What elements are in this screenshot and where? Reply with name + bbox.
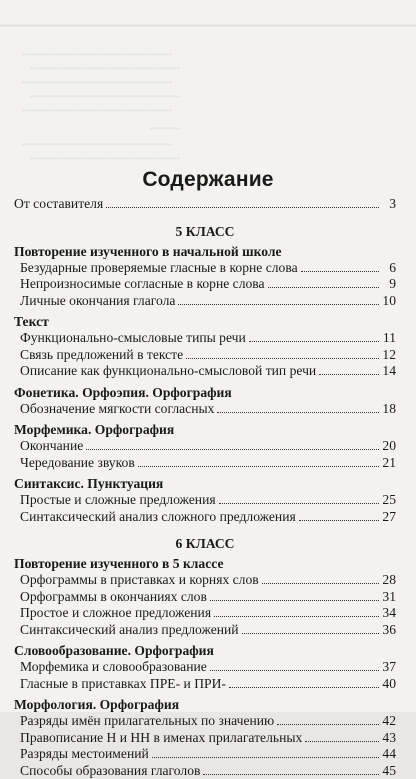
- toc-entry-label: Окончание: [20, 438, 83, 455]
- toc-entry-label: Функционально-смысловые типы речи: [20, 330, 246, 347]
- dot-leader: [319, 374, 379, 375]
- toc-entry: [14, 746, 396, 763]
- dot-leader: [268, 287, 379, 288]
- dot-leader: [106, 207, 379, 208]
- dot-leader: [152, 757, 379, 758]
- toc-entry: [14, 589, 396, 606]
- toc-entry-label: Обозначение мягкости согласных: [20, 401, 214, 418]
- section-heading: Текст: [14, 314, 396, 330]
- toc-entry-page: 45: [382, 763, 396, 779]
- toc-entry-page: 10: [382, 293, 396, 310]
- toc-entry-page: 12: [382, 347, 396, 364]
- toc-entry-label: Синтаксический анализ сложного предложения: [20, 509, 296, 526]
- toc-entry: [14, 363, 396, 380]
- toc-entry-label: Синтаксический анализ предложений: [20, 622, 239, 639]
- toc-entry: [14, 605, 396, 622]
- toc-entry: [14, 455, 396, 472]
- toc-entry-page: 44: [382, 746, 396, 763]
- toc-entry-page: 37: [382, 659, 396, 676]
- toc-entry: [14, 260, 396, 277]
- toc-entry-label: Безударные проверяемые гласные в корне слова: [20, 260, 298, 277]
- dot-leader: [301, 271, 379, 272]
- toc-entry-label: Способы образования глаголов: [20, 763, 200, 779]
- section-heading: Морфология. Орфография: [14, 697, 396, 713]
- dot-leader: [242, 633, 379, 634]
- toc-entry-label: Разряды местоимений: [20, 746, 149, 763]
- toc-entry-page: 43: [382, 730, 396, 747]
- toc-entry: [14, 438, 396, 455]
- dot-leader: [217, 412, 379, 413]
- toc-entry-label: Орфограммы в окончаниях слов: [20, 589, 207, 606]
- section-heading: Повторение изученного в 5 классе: [14, 556, 396, 572]
- toc-entry-label: Простые и сложные предложения: [20, 492, 216, 509]
- toc-entry: [14, 713, 396, 730]
- toc-entry-page: 3: [382, 196, 396, 213]
- toc-entry-page: 25: [382, 492, 396, 509]
- toc-entry-label: Непроизносимые согласные в корне слова: [20, 276, 265, 293]
- toc-entry-label: Правописание Н и НН в именах прилагательных: [20, 730, 302, 747]
- toc-entry-page: 21: [382, 455, 396, 472]
- toc-entry-label: Чередование звуков: [20, 455, 135, 472]
- toc-entry-page: 6: [382, 260, 396, 277]
- dot-leader: [138, 466, 379, 467]
- toc-entry: [14, 622, 396, 639]
- toc-entry: [14, 276, 396, 293]
- dot-leader: [86, 449, 379, 450]
- dot-leader: [186, 358, 379, 359]
- toc-entry: [14, 572, 396, 589]
- toc-entry-label: От составителя: [14, 196, 103, 213]
- section-heading: Словообразование. Орфография: [14, 643, 396, 659]
- toc-entry-label: Личные окончания глагола: [20, 293, 175, 310]
- toc-entry-label: Описание как функционально-смысловой тип речи: [20, 363, 316, 380]
- toc-entry: [14, 492, 396, 509]
- dot-leader: [210, 600, 379, 601]
- dot-leader: [214, 616, 379, 617]
- dot-leader: [203, 774, 379, 775]
- section-heading: Синтаксис. Пунктуация: [14, 476, 396, 492]
- toc-entry-label: Связь предложений в тексте: [20, 347, 183, 364]
- dot-leader: [305, 741, 379, 742]
- dot-leader: [178, 304, 379, 305]
- dot-leader: [219, 503, 379, 504]
- toc-entry-page: 34: [382, 605, 396, 622]
- dot-leader: [210, 670, 379, 671]
- toc-entry-page: 9: [382, 276, 396, 293]
- toc-entry-intro: [14, 196, 396, 213]
- section-heading: Повторение изученного в начальной школе: [14, 244, 396, 260]
- toc-entry-page: 42: [382, 713, 396, 730]
- page-title: Содержание: [0, 168, 416, 192]
- toc-entry-label: Орфограммы в приставках и корнях слов: [20, 572, 259, 589]
- toc-entry-page: 14: [382, 363, 396, 380]
- grade-heading: 5 КЛАСС: [14, 223, 396, 241]
- toc-entry: [14, 401, 396, 418]
- dot-leader: [299, 520, 379, 521]
- toc-entry-label: Разряды имён прилагательных по значению: [20, 713, 274, 730]
- toc-entry-label: Гласные в приставках ПРЕ- и ПРИ-: [20, 676, 226, 693]
- toc-entry: [14, 659, 396, 676]
- toc-entry: [14, 293, 396, 310]
- toc-entry-label: Морфемика и словообразование: [20, 659, 207, 676]
- table-of-contents: [14, 196, 396, 779]
- toc-entry-page: 20: [382, 438, 396, 455]
- show-through-previous-page: .................................................. .................................................. .................................................. .................................................. .................................................. .......... .................................................. ..................................................: [0, 0, 416, 170]
- toc-entry-page: 40: [382, 676, 396, 693]
- toc-entry-label: Простое и сложное предложения: [20, 605, 211, 622]
- toc-entry-page: 11: [382, 330, 396, 347]
- grade-heading: 6 КЛАСС: [14, 535, 396, 553]
- toc-entry: [14, 330, 396, 347]
- dot-leader: [249, 341, 379, 342]
- toc-entry: [14, 763, 396, 779]
- toc-entry-page: 36: [382, 622, 396, 639]
- section-heading: Фонетика. Орфоэпия. Орфография: [14, 385, 396, 401]
- toc-entry: [14, 509, 396, 526]
- toc-entry-page: 31: [382, 589, 396, 606]
- dot-leader: [229, 687, 379, 688]
- dot-leader: [262, 583, 379, 584]
- toc-entry-page: 18: [382, 401, 396, 418]
- toc-entry-page: 28: [382, 572, 396, 589]
- toc-entry: [14, 676, 396, 693]
- toc-entry: [14, 347, 396, 364]
- toc-entry: [14, 730, 396, 747]
- dot-leader: [277, 724, 379, 725]
- section-heading: Морфемика. Орфография: [14, 422, 396, 438]
- toc-entry-page: 27: [382, 509, 396, 526]
